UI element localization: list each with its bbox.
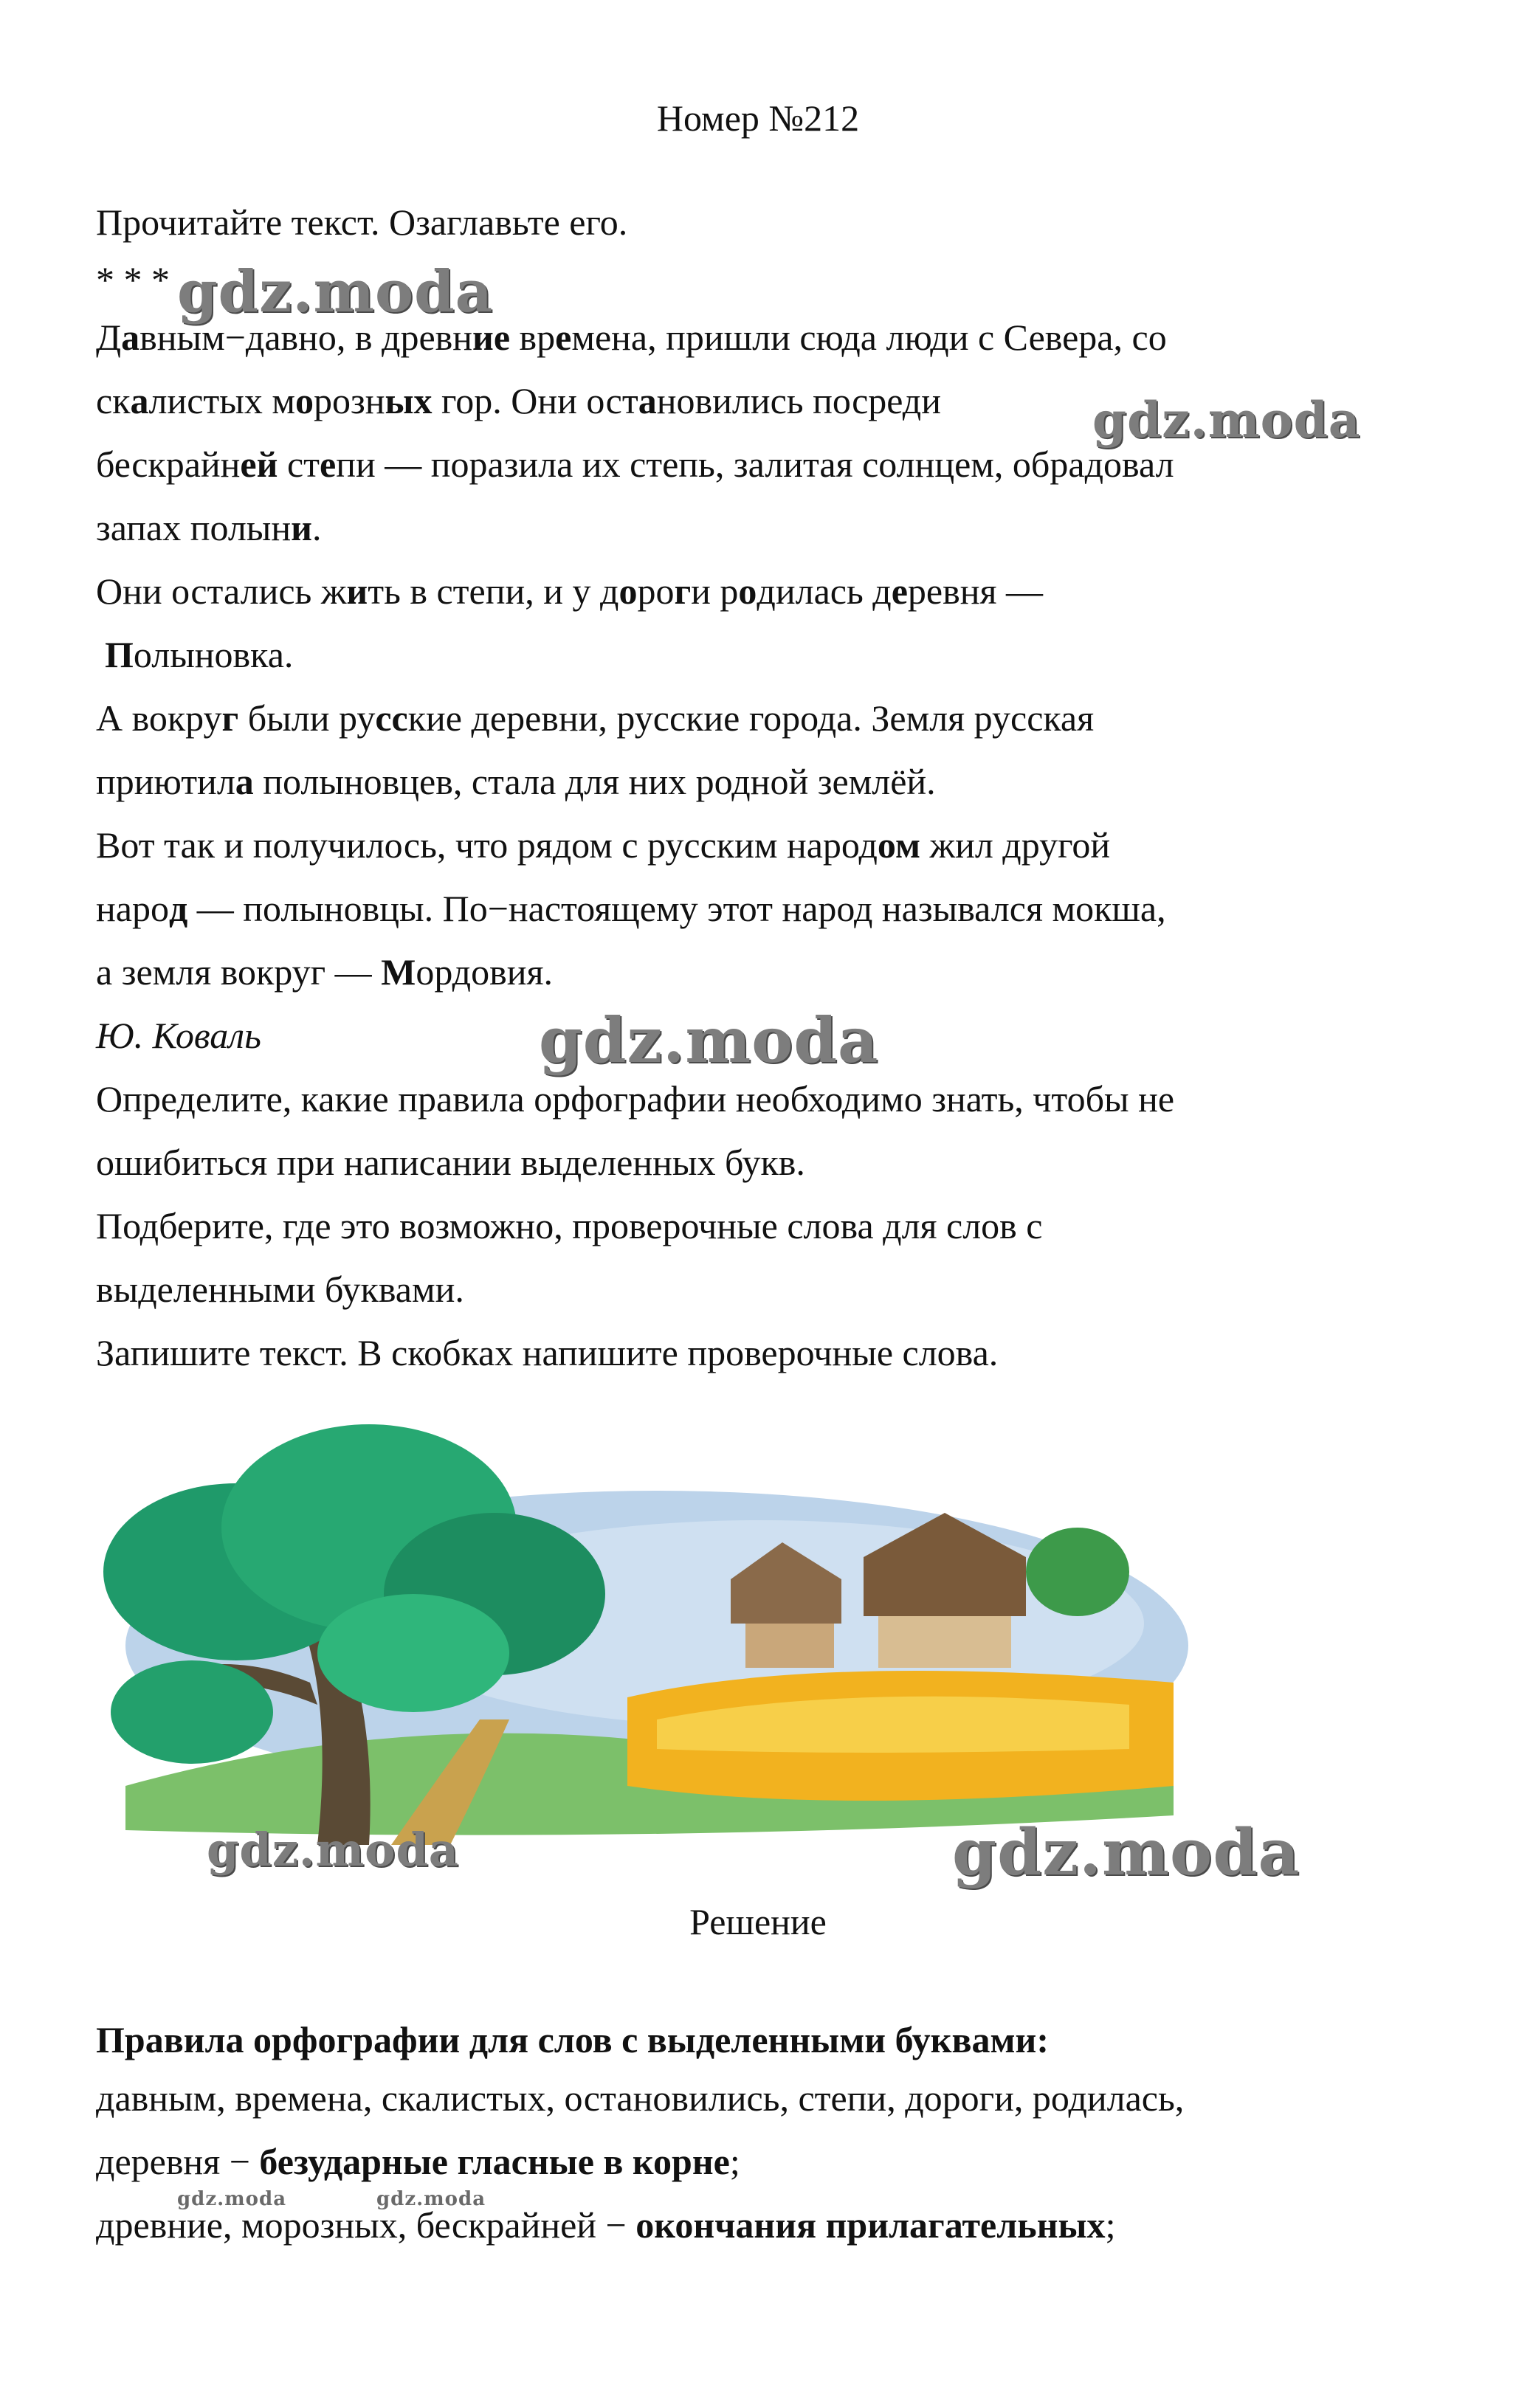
story-line-9: Вот так и получилось, что рядом с русским народом жил другой [96, 824, 1111, 866]
story-line-8: приютила полыновцев, стала для них родной землёй. [96, 761, 936, 802]
story-line-6: Полыновка. [105, 634, 294, 675]
solution-label: Решение [689, 1901, 827, 1942]
story-line-3: бескрайней степи — поразила их степь, залитая солнцем, обрадовал [96, 444, 1174, 485]
answer-block [96, 2013, 1424, 2257]
watermark-6: gdz.moda [177, 2188, 287, 2210]
watermark-7: gdz.moda [376, 2188, 486, 2210]
task-text [96, 190, 1424, 1384]
watermark-2: gdz.moda [1092, 391, 1361, 449]
page-title: Номер №212 [656, 97, 860, 139]
task-2b: выделенными буквами. [96, 1269, 464, 1310]
story-line-1: Давным−давно, в древние времена, пришли сюда люди с Севера, со [96, 317, 1167, 358]
answer-line-3: древние, морозных, бескрайней − окончания прилагательных; [96, 2204, 1116, 2246]
story-line-4: запах полыни. [96, 507, 322, 548]
watermark-5: gdz.moda [952, 1815, 1300, 1890]
watermark-4: gdz.moda [207, 1823, 459, 1877]
watermark-1: gdz.moda [177, 258, 494, 325]
story-line-5: Они остались жить в степи, и у дороги родилась деревня — [96, 570, 1043, 612]
story-line-11: а земля вокруг — Мордовия. [96, 951, 553, 993]
landscape-illustration [96, 1402, 1188, 1860]
watermark-3: gdz.moda [539, 1004, 879, 1077]
story-line-7: А вокруг были русские деревни, русские города. Земля русская [96, 697, 1095, 739]
answer-heading: Правила орфографии для слов с выделенными буквами: [96, 2019, 1049, 2060]
task-3: Запишите текст. В скобках напишите проверочные слова. [96, 1332, 999, 1373]
stars-separator: * * * [96, 259, 170, 300]
intro: Прочитайте текст. Озаглавьте его. [96, 201, 628, 243]
task-1a: Определите, какие правила орфографии необходимо знать, чтобы не [96, 1078, 1175, 1120]
answer-line-2: деревня − безударные гласные в корне; [96, 2141, 740, 2182]
author: Ю. Коваль [96, 1015, 261, 1056]
answer-line-1: давным, времена, скалистых, остановились, степи, дороги, родилась, [96, 2077, 1185, 2119]
task-2a: Подберите, где это возможно, проверочные слова для слов с [96, 1205, 1043, 1246]
story-line-2: скалистых морозных гор. Они остановились посреди [96, 380, 941, 421]
task-1b: ошибиться при написании выделенных букв. [96, 1142, 805, 1183]
story-line-10: народ — полыновцы. По−настоящему этот народ назывался мокша, [96, 888, 1166, 929]
